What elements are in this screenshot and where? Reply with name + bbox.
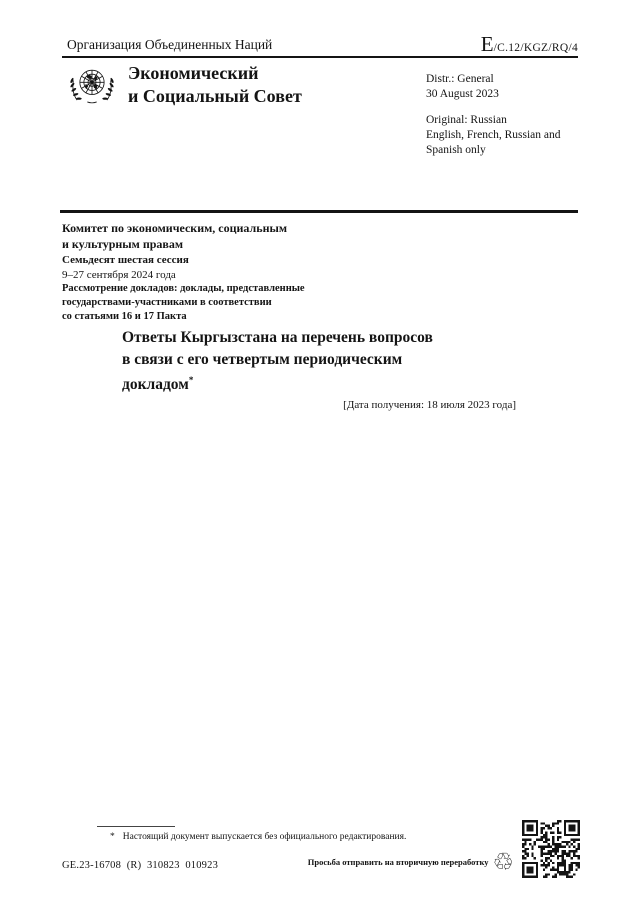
session-title: Семьдесят шестая сессия: [62, 254, 189, 266]
footer-document-number: GE.23-16708 (R) 310823 010923: [62, 860, 219, 871]
recycle-icon: ♲: [492, 848, 514, 876]
document-symbol: [481, 32, 578, 57]
un-org-name: Организация Объединенных Наций: [67, 37, 273, 52]
document-symbol-prefix: E: [480, 32, 494, 56]
session-dates: 9–27 сентября 2024 года: [62, 268, 176, 281]
committee-name-line2: и культурным правам: [62, 236, 184, 251]
document-title-line2: в связи с его четвертым периодическим: [122, 350, 403, 368]
document-title-line1: Ответы Кыргызстана на перечень вопросов: [122, 329, 433, 346]
footnote: [97, 832, 406, 842]
footnote-separator: [97, 826, 175, 827]
council-title: [128, 62, 302, 108]
consideration-line1: Рассмотрение докладов: доклады, представленные: [62, 283, 305, 294]
committee-block: [62, 221, 305, 324]
distr-date: 30 August 2023: [426, 88, 499, 100]
consideration-line3: со статьями 16 и 17 Пакта: [62, 311, 187, 322]
council-title-line1: Экономический: [128, 63, 259, 83]
languages-line2: Spanish only: [426, 144, 486, 156]
header-rule: [62, 56, 578, 58]
recycle-text: Просьба отправить на вторичную переработку: [307, 857, 489, 867]
distribution-block: [426, 72, 499, 102]
document-title: [122, 327, 433, 396]
footnote-text: Настоящий документ выпускается без официального редактирования.: [122, 832, 407, 842]
un-emblem-icon: [64, 62, 120, 112]
languages-line1: English, French, Russian and: [426, 129, 561, 141]
consideration-line2: государствами-участниками в соответствии: [62, 297, 272, 308]
received-date: [Дата получения: 18 июля 2023 года]: [343, 399, 516, 411]
footnote-marker: *: [110, 832, 115, 842]
committee-name-line1: Комитет по экономическим, социальным: [62, 221, 288, 235]
original-line: Original: Russian: [426, 114, 507, 126]
section-rule: [60, 210, 578, 213]
council-title-line2: и Социальный Совет: [128, 86, 302, 106]
title-footnote-marker: *: [188, 375, 194, 385]
original-language-block: [426, 113, 560, 158]
recycle-notice: [308, 850, 514, 874]
document-symbol-rest: /C.12/KGZ/RQ/4: [493, 42, 578, 54]
distr-line: Distr.: General: [426, 73, 494, 85]
document-title-line3: докладом*: [122, 375, 194, 394]
qr-code: [522, 820, 580, 878]
